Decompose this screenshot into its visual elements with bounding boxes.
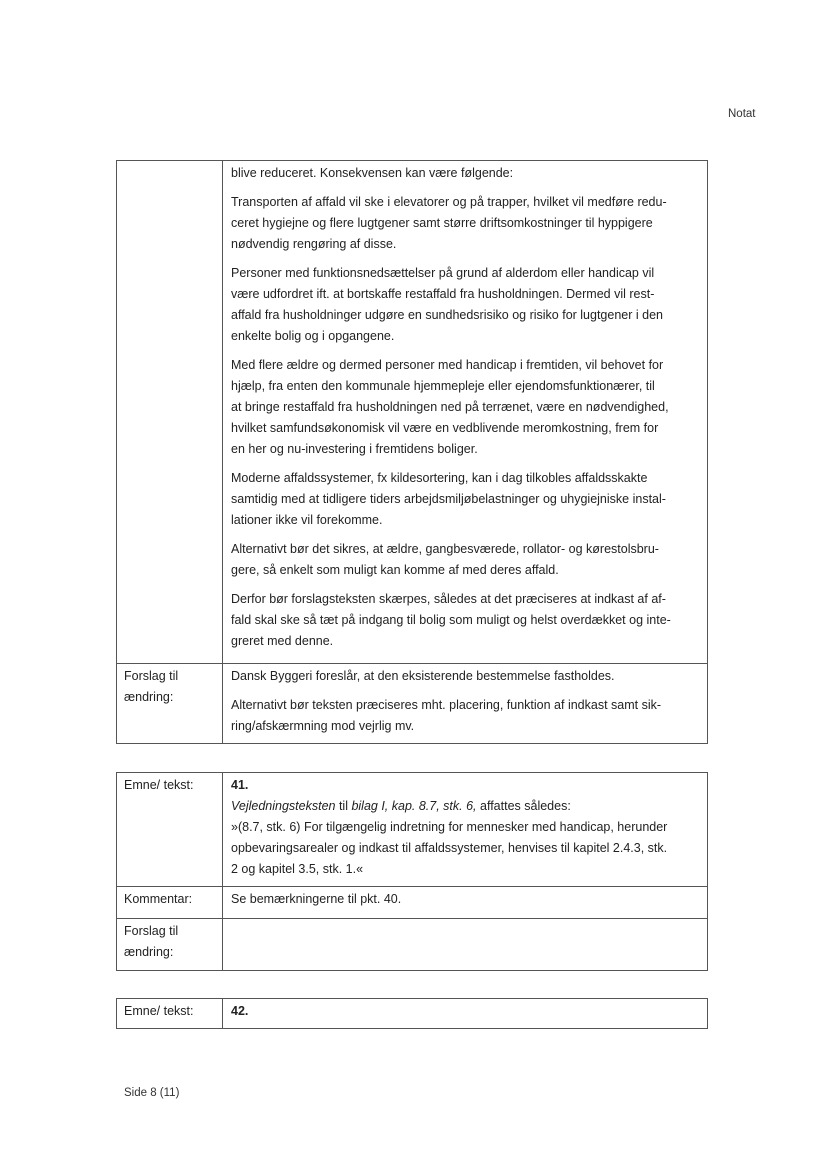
quote-line: »(8.7, stk. 6) For tilgængelig indretning for mennesker med handicap, herunder (231, 820, 668, 834)
table-row (117, 161, 708, 664)
text-line: hvilket samfundsøkonomisk vil være en vedblivende meromkostning, frem for (231, 421, 659, 435)
forslag-content (223, 664, 708, 744)
text-line: Derfor bør forslagsteksten skærpes, således at det præciseres at indkast af af- (231, 592, 666, 606)
text-line: være udfordret ift. at bortskaffe restaffald fra husholdningen. Dermed vil rest- (231, 287, 655, 301)
paragraph (231, 589, 699, 652)
item-number: 42. (223, 999, 708, 1029)
text-line: at bringe restaffald fra husholdningen ned på terrænet, være en nødvendighed, (231, 400, 669, 414)
text-line: Med flere ældre og dermed personer med handicap i fremtiden, vil behovet for (231, 358, 664, 372)
quote-line: 2 og kapitel 3.5, stk. 1.« (231, 862, 364, 876)
text-line: en her og nu-investering i fremtidens boliger. (231, 442, 478, 456)
label-line: Forslag til (124, 924, 179, 938)
emne-label: Emne/ tekst: (117, 773, 223, 887)
text-line: hjælp, fra enten den kommunale hjemmepleje eller ejendomsfunktionærer, til (231, 379, 655, 393)
text-line: blive reduceret. Konsekvensen kan være følgende: (231, 166, 514, 180)
paragraph-group (231, 666, 699, 737)
content-cell (223, 161, 708, 664)
paragraph (231, 468, 699, 531)
text-line: enkelte bolig og i opgangene. (231, 329, 395, 343)
table-row (117, 773, 708, 887)
text-line: Transporten af affald vil ske i elevatorer og på trapper, hvilket vil medføre redu- (231, 195, 667, 209)
emne-label: Emne/ tekst: (117, 999, 223, 1029)
emne-content (223, 773, 708, 887)
text-line: nødvendig rengøring af disse. (231, 237, 397, 251)
item-number: 41. (231, 778, 249, 792)
text-line: Alternativt bør det sikres, at ældre, gangbesværede, rollator- og kørestolsbru- (231, 542, 659, 556)
paragraph (231, 695, 699, 737)
table-item-41 (116, 772, 708, 971)
text-line: greret med denne. (231, 634, 334, 648)
text-line: gere, så enkelt som muligt kan komme af med deres affald. (231, 563, 559, 577)
text-line: Moderne affaldssystemer, fx kildesortering, kan i dag tilkobles affaldsskakte (231, 471, 648, 485)
label-cell-empty (117, 161, 223, 664)
forslag-label (117, 919, 223, 971)
text-line: lationer ikke vil forekomme. (231, 513, 383, 527)
paragraph (231, 192, 699, 255)
label-line: ændring: (124, 690, 174, 704)
table-continuation (116, 160, 708, 744)
table-row (117, 999, 708, 1029)
table-row (117, 664, 708, 744)
kommentar-content: Se bemærkningerne til pkt. 40. (223, 887, 708, 919)
page-number: Side 8 (11) (124, 1087, 180, 1099)
text-line: samtidig med at tidligere tiders arbejdsmiljøbelastninger og uhygiejniske instal- (231, 492, 666, 506)
paragraph-group (231, 163, 699, 652)
label-line: ændring: (124, 945, 174, 959)
paragraph (231, 163, 699, 184)
kommentar-label: Kommentar: (117, 887, 223, 919)
table-row (117, 887, 708, 919)
forslag-content (223, 919, 708, 971)
quote-line: opbevaringsarealer og indkast til affaldssystemer, henvises til kapitel 2.4.3, stk. (231, 841, 668, 855)
text-line: fald skal ske så tæt på indgang til bolig som muligt og helst overdækket og inte- (231, 613, 671, 627)
forslag-label (117, 664, 223, 744)
text-line: ceret hygiejne og flere lugtgener samt større driftsomkostninger til hyppigere (231, 216, 653, 230)
emphasis-text: bilag I, kap. 8.7, stk. 6, (351, 799, 477, 813)
paragraph (231, 263, 699, 347)
text-line: affald fra husholdninger udgøre en sundhedsrisiko og risiko for lugtgener i den (231, 308, 663, 322)
vejledning-line (231, 796, 699, 817)
paragraph (231, 355, 699, 460)
text-line: Dansk Byggeri foreslår, at den eksisterende bestemmelse fastholdes. (231, 669, 615, 683)
text-line: Personer med funktionsnedsættelser på grund af alderdom eller handicap vil (231, 266, 655, 280)
emphasis-text: Vejledningsteksten (231, 799, 336, 813)
plain-text: til (335, 799, 352, 813)
paragraph (231, 666, 699, 687)
text-line: Alternativt bør teksten præciseres mht. placering, funktion af indkast samt sik- (231, 698, 662, 712)
plain-text: affattes således: (476, 799, 571, 813)
table-row (117, 919, 708, 971)
label-line: Forslag til (124, 669, 179, 683)
header-label: Notat (728, 108, 756, 120)
paragraph (231, 539, 699, 581)
text-line: ring/afskærmning mod vejrlig mv. (231, 719, 415, 733)
table-item-42 (116, 998, 708, 1029)
